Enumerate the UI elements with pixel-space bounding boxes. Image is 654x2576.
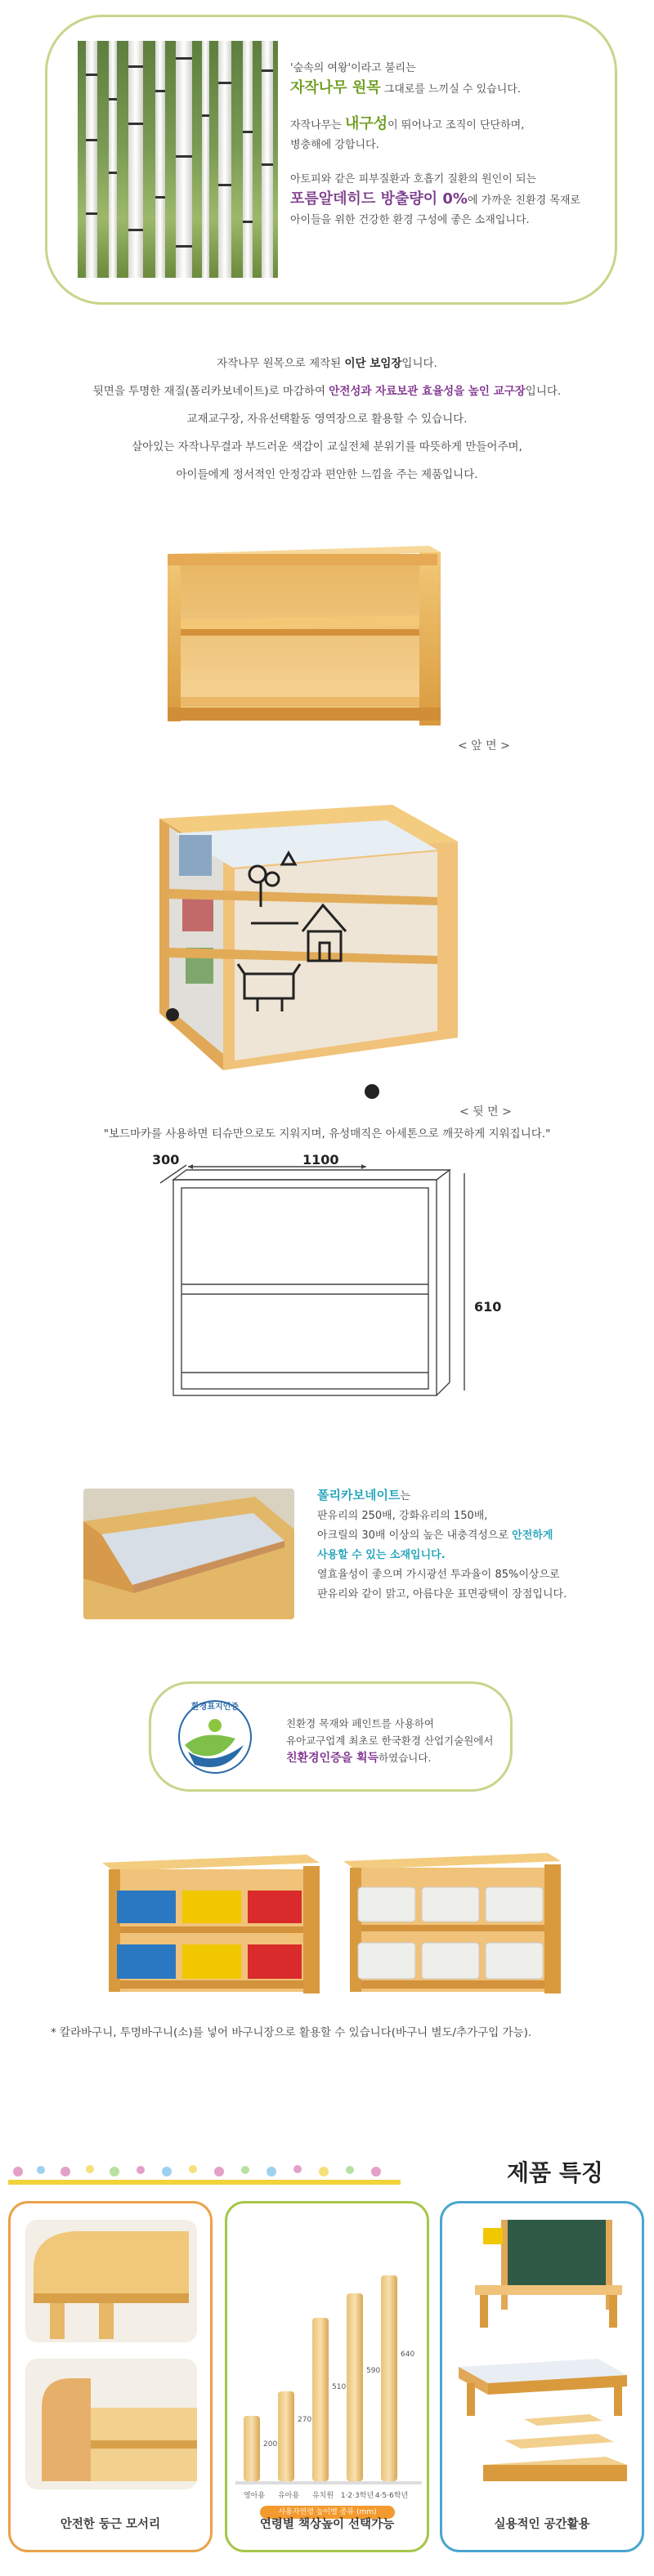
leg-age-4: 1·2·3학년 xyxy=(340,2492,374,2500)
feature-panel-height-select xyxy=(225,2201,429,2552)
back-caption: < 뒷 면 > xyxy=(459,1105,512,1118)
leg-height-4: 590 xyxy=(366,2367,381,2375)
intro-product-name: 이단 보임장 xyxy=(344,357,402,370)
leg-age-1: 영아용 xyxy=(243,2492,266,2500)
feature-panel-space-use xyxy=(440,2201,644,2552)
intro-line-3: 교재교구장, 자유선택활동 영역장으로 활용할 수 있습니다. xyxy=(186,413,468,426)
intro-line-5: 아이들에게 정서적인 안정감과 편안한 느낌을 주는 제품입니다. xyxy=(176,468,478,481)
leg-height-bar: 사용자연령 높이별 종류 (mm) xyxy=(260,2506,395,2519)
eco-line-2: 유아교구업계 최초로 한국환경 산업기술원에서 xyxy=(286,1734,494,1747)
leg-age-5: 4·5·6학년 xyxy=(374,2492,409,2500)
flower-border-decoration xyxy=(8,2157,401,2190)
clear-basket-shelf-image xyxy=(343,1846,564,1995)
birch-line-3-prefix: 자작나무는 xyxy=(290,119,345,132)
space-use-image xyxy=(459,2220,630,2498)
intro-line-1-prefix: 자작나무 원목으로 제작된 xyxy=(217,357,345,370)
features-title: 제품 특징 xyxy=(507,2159,603,2186)
back-shelf-image xyxy=(159,801,462,1105)
poly-line-5: 열효율성이 좋으며 가시광선 투과율이 85%이상으로 xyxy=(317,1569,560,1581)
poly-line-2: 판유리의 250배, 강화유리의 150배, xyxy=(317,1510,488,1522)
dimension-width: 1100 xyxy=(302,1152,339,1167)
birch-wood-highlight: 자작나무 원목 xyxy=(290,79,381,96)
birch-description xyxy=(290,59,613,230)
eco-badge-text: 환경표지인증 xyxy=(191,1703,239,1712)
intro-line-4: 살아있는 자작나무결과 부드러운 색감이 교실전체 분위기를 따뜻하게 만들어주며, xyxy=(132,440,522,453)
birch-forest-photo xyxy=(78,41,278,278)
front-shelf-image xyxy=(159,538,454,734)
birch-line-5: 아토피와 같은 피부질환과 호흡기 질환의 원인이 되는 xyxy=(290,173,537,185)
intro-line-2-prefix: 뒷면을 투명한 재질(폴리카보네이트)로 마감하여 xyxy=(92,385,329,398)
marker-quote: "보드마카를 사용하면 티슈만으로도 지워지며, 유성매직은 아세톤으로 깨끗하게 지워집니다." xyxy=(103,1127,551,1141)
polycarbonate-title: 폴리카보네이트 xyxy=(317,1488,401,1502)
poly-line-6: 판유리와 같이 맑고, 아름다운 표면광택이 장점입니다. xyxy=(317,1588,567,1601)
poly-safe-highlight: 안전하게 xyxy=(512,1529,553,1542)
front-caption: < 앞 면 > xyxy=(458,739,510,752)
durability-highlight: 내구성 xyxy=(344,115,388,132)
eco-cert-highlight: 친환경인증을 획득 xyxy=(286,1752,379,1765)
intro-line-2-suffix: 입니다. xyxy=(525,385,562,398)
polycarbonate-panel-image xyxy=(83,1489,294,1619)
eco-description xyxy=(286,1715,531,1767)
leg-age-3: 유치원 xyxy=(311,2492,334,2500)
leg-height-1: 200 xyxy=(263,2440,278,2449)
polycarbonate-description xyxy=(317,1485,628,1605)
basket-note: * 칼라바구니, 투명바구니(소)를 넣어 바구니장으로 활용할 수 있습니다(바구니 별도/추가구입 가능). xyxy=(51,2026,532,2039)
birch-line-7: 아이들을 위한 건강한 환경 구성에 좋은 소재입니다. xyxy=(290,214,530,226)
rounded-corner-top-image xyxy=(25,2220,197,2342)
product-intro xyxy=(0,350,654,489)
leg-height-chart xyxy=(235,2236,422,2498)
feature-label-rounded: 안전한 둥근 모서리 xyxy=(60,2518,161,2531)
intro-safety-highlight: 안전성과 자료보관 효율성을 높인 교구장 xyxy=(329,385,526,398)
poly-usable-highlight: 사용할 수 있는 소재입니다. xyxy=(317,1549,446,1561)
leg-height-2: 270 xyxy=(298,2416,312,2424)
feature-label-space: 실용적인 공간활용 xyxy=(494,2518,590,2531)
feature-label-height: 연령별 책상높이 선택가능 xyxy=(259,2518,395,2531)
birch-line-4: 병충해에 강합니다. xyxy=(290,139,379,151)
birch-line-6: 에 가까운 친환경 목재로 xyxy=(467,194,580,207)
leg-height-3: 510 xyxy=(332,2383,347,2391)
feature-panel-rounded-corners xyxy=(8,2201,213,2552)
dimension-height: 610 xyxy=(474,1299,502,1315)
polycarbonate-title-suffix: 는 xyxy=(400,1490,410,1502)
birch-line-2: 그대로를 느끼실 수 있습니다. xyxy=(380,83,521,96)
birch-line-3: 이 뛰어나고 조직이 단단하며, xyxy=(387,119,525,132)
birch-line-1: '숲속의 여왕'이라고 불리는 xyxy=(290,62,416,74)
eco-line-3-suffix: 하였습니다. xyxy=(379,1752,432,1764)
dimension-depth: 300 xyxy=(152,1152,180,1167)
color-basket-shelf-image xyxy=(102,1848,323,1995)
leg-age-2: 유아용 xyxy=(277,2492,300,2500)
rounded-corner-shelf-image xyxy=(25,2359,197,2489)
eco-line-1: 친환경 목재와 페인트를 사용하여 xyxy=(286,1717,434,1730)
dimension-drawing xyxy=(147,1154,507,1415)
formaldehyde-highlight: 포름알데히드 방출량이 0% xyxy=(290,190,468,208)
leg-height-5: 640 xyxy=(401,2351,415,2359)
poly-line-3: 아크릴의 30배 이상의 높은 내충격성으로 xyxy=(317,1529,513,1542)
intro-line-1-suffix: 입니다. xyxy=(401,357,437,370)
